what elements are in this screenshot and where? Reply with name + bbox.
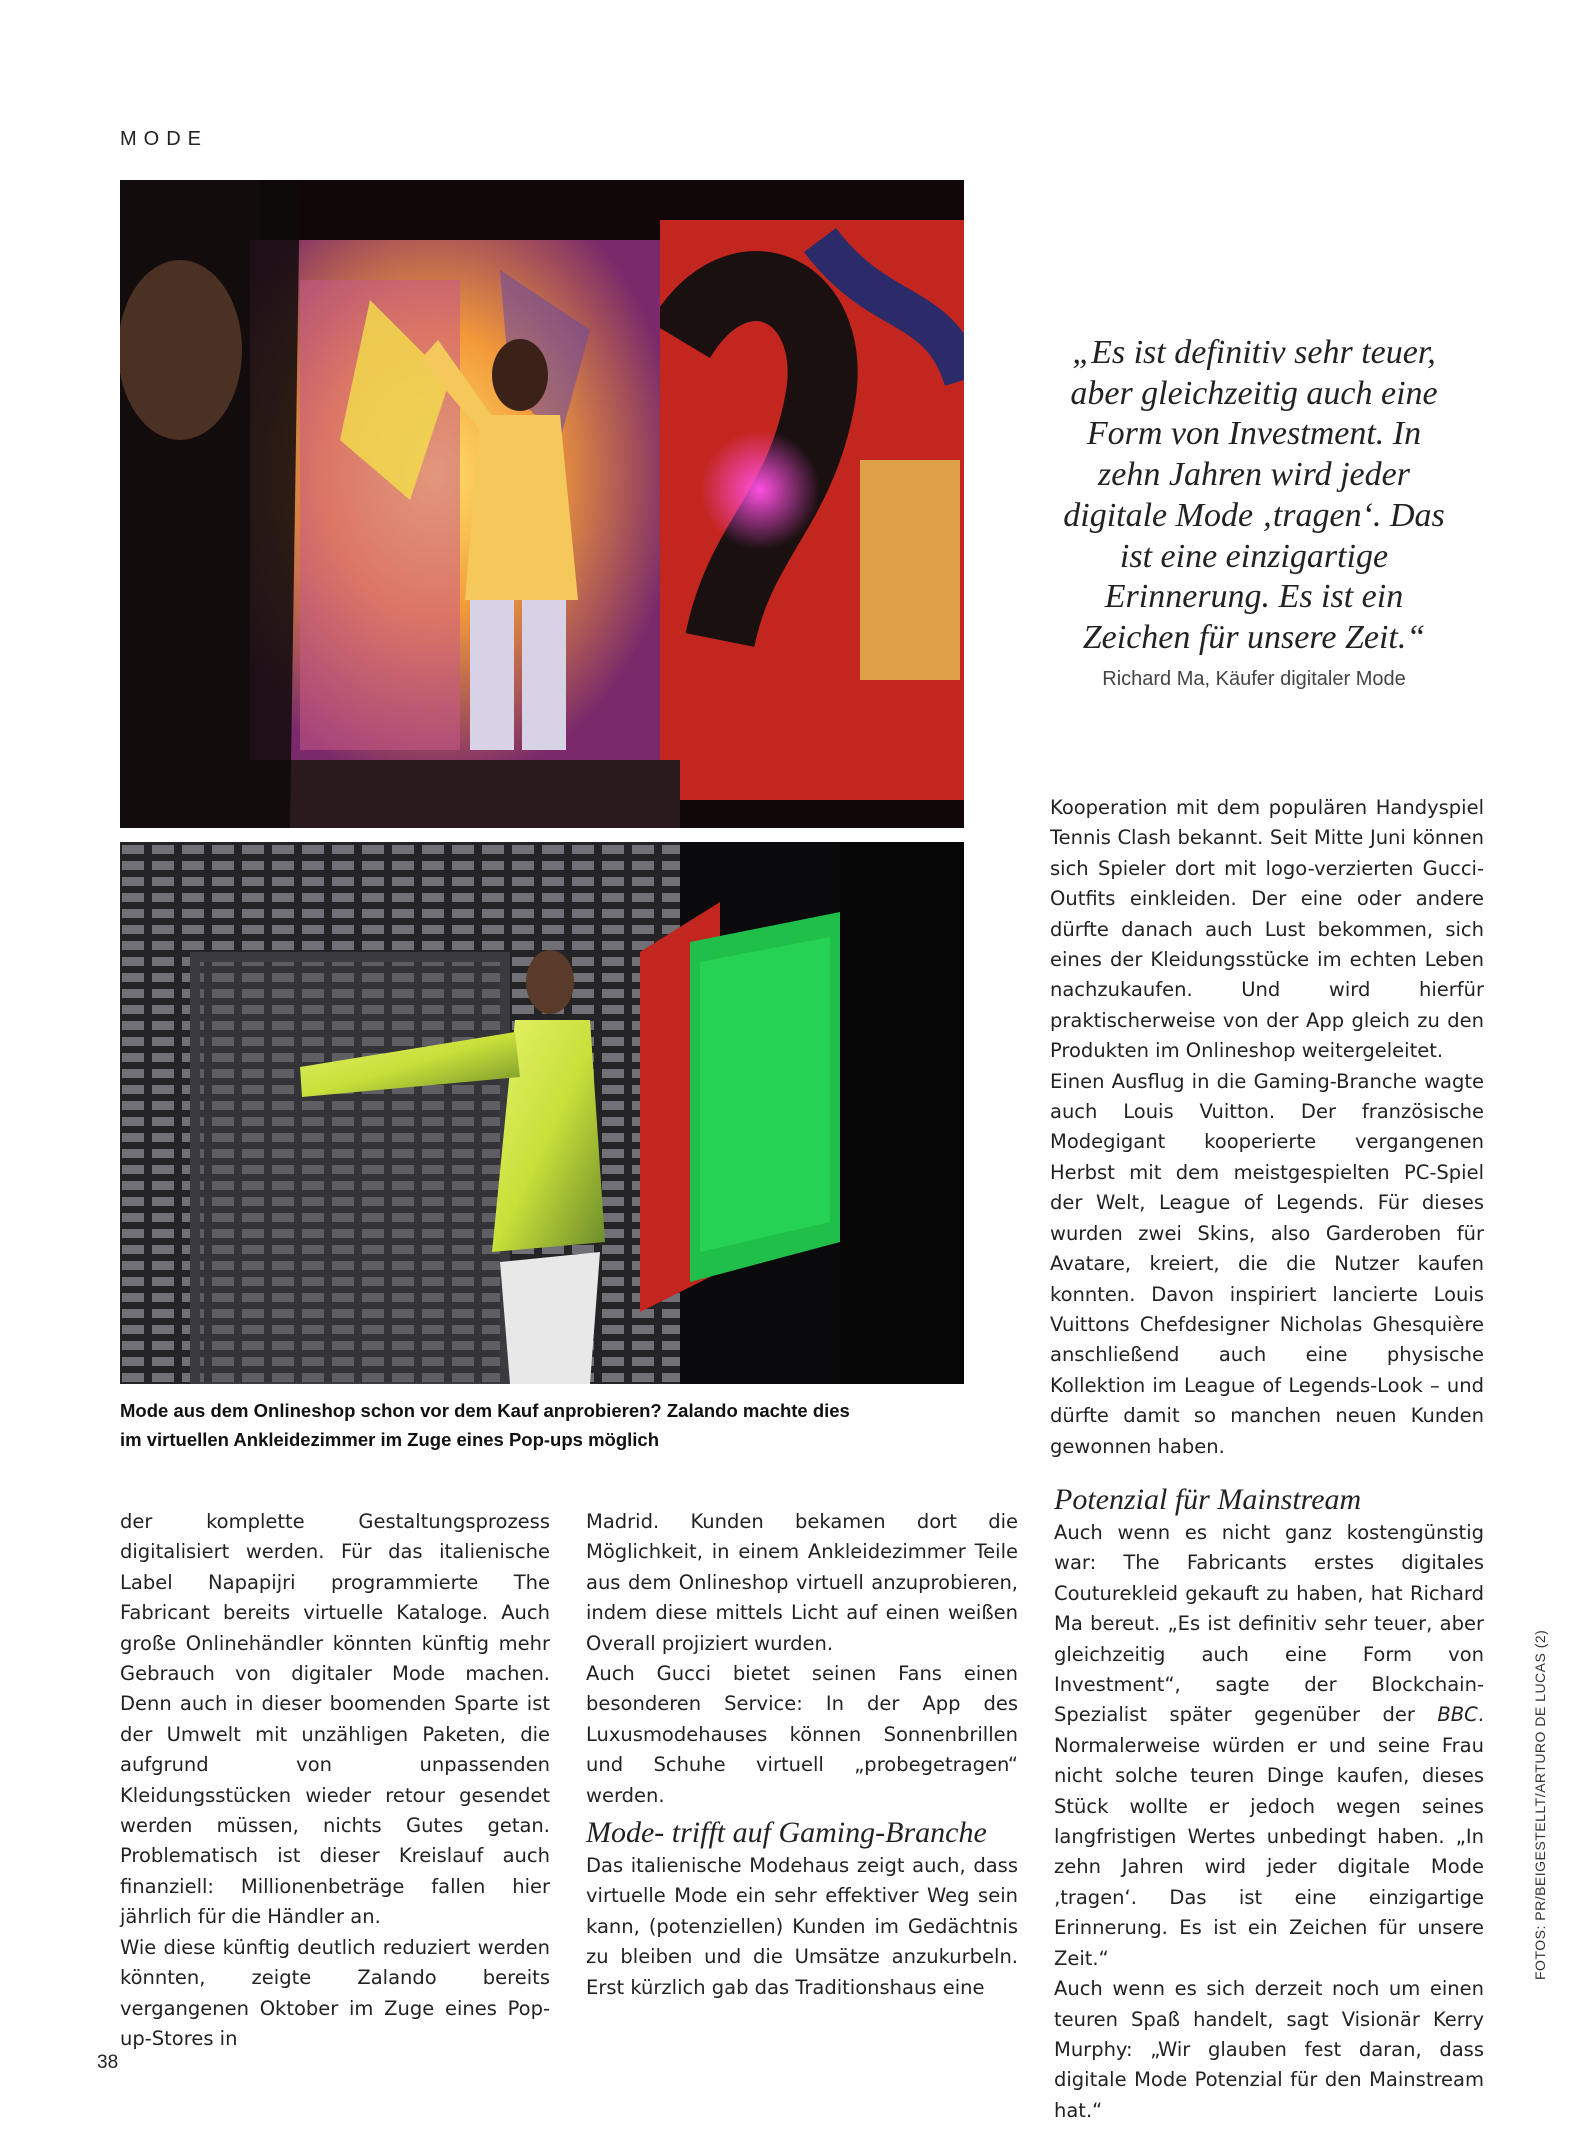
paragraph: Auch wenn es sich derzeit noch um einen teuren Spaß handelt, sagt Visionär Kerry Murphy: „Wir glauben fest daran, dass digitale Mode Potenzial für den Mainstream hat.“ (1054, 1977, 1484, 2122)
paragraph: der komplette Gestaltungsprozess digitalisiert werden. Für das italienische Label Napapijri programmierte The Fabricant bereits virtuelle Kataloge. Auch große Onlinehändler könnten künftig mehr Gebrauch von digitaler Mode machen. Denn auch in dieser boomenden Sparte ist der Umwelt mit unzähligen Paketen, die aufgrund von unpassenden Kleidungsstücken wieder retour gesendet werden müssen, nichts Gutes getan. Problematisch ist dieser Kreislauf auch finanziell: Millionenbeträge fallen hier jährlich für die Händler an. (120, 1510, 550, 1929)
paragraph (1054, 1518, 1484, 1974)
text-column-3-top (1050, 793, 1484, 1462)
paragraph: Wie diese künftig deutlich reduziert werden könnten, zeigte Zalando bereits vergangenen Oktober im Zuge eines Pop-up-Stores in (120, 1935, 550, 2050)
page-number: 38 (97, 2052, 119, 2073)
caption-line-2: im virtuellen Ankleidezimmer im Zuge eines Pop-ups möglich (120, 1429, 660, 1450)
paragraph: Madrid. Kunden bekamen dort die Möglichkeit, in einem Ankleidezimmer Teile aus dem Onlineshop virtuell anzuprobieren, indem diese mittels Licht auf einen weißen Overall projiziert wurden. (586, 1510, 1018, 1655)
pull-quote-attribution: Richard Ma, Käufer digitaler Mode (1102, 668, 1406, 690)
subheading-mainstream: Potenzial für Mainstream (1054, 1483, 1362, 1516)
section-label: MODE (120, 128, 208, 150)
photo-virtual-fitting-room-2 (120, 842, 964, 1384)
photo-virtual-fitting-room-1 (120, 180, 964, 828)
pull-quote: „Es ist definitiv sehr teuer, aber gleichzeitig auch eine Form von Investment. In zehn Jahren wird jeder digitale Mode ‚tragen‘. Das ist eine einzigartige Erinnerung. Es ist ein Zeichen für unsere Zeit.“ (1063, 334, 1445, 656)
paragraph-text: Auch wenn es nicht ganz kostengünstig war: The Fabricants erstes digitales Couturekleid gekauft zu haben, hat Richard Ma bereut. „Es ist definitiv sehr teuer, aber gleichzeitig auch eine Form von Investment“, sagte der Blockchain-Spezialist später gegenüber der (1054, 1521, 1484, 1727)
text-column-3-bottom (1054, 1478, 1484, 2126)
paragraph: Einen Ausflug in die Gaming-Branche wagte auch Louis Vuitton. Der französische Modegigant kooperierte vergangenen Herbst mit dem meistgespielten PC-Spiel der Welt, League of Legends. Für dieses wurden zwei Skins, also Garderoben für Avatare, kreiert, die die Nutzer kaufen konnten. Davon inspiriert lancierte Louis Vuittons Chefdesigner Nicholas Ghesquière anschließend auch eine physische Kollektion im League of Legends-Look – und dürfte damit so manchen neuen Kunden gewonnen haben. (1050, 1069, 1484, 1458)
text-column-2 (586, 1507, 1018, 2003)
caption-line-1: Mode aus dem Onlineshop schon vor dem Kauf anprobieren? Zalando machte dies (120, 1400, 850, 1421)
photo-caption (120, 1396, 970, 1454)
paragraph-text: . Normalerweise würden er und seine Frau nicht solche teuren Dinge kaufen, dieses Stück wollte er jedoch wegen seines langfristigen Wertes unbedingt haben. „In zehn Jahren wird jeder digitale Mode ‚tragen‘. Das ist eine einzigartige Erinnerung. Es ist ein Zeichen für unsere Zeit.“ (1054, 1703, 1484, 1970)
publication-name: BBC (1437, 1703, 1478, 1727)
paragraph: Auch Gucci bietet seinen Fans einen besonderen Service: In der App des Luxusmodehauses können Sonnenbrillen und Schuhe virtuell „probegetragen“ werden. (586, 1662, 1018, 1807)
paragraph: Das italienische Modehaus zeigt auch, dass virtuelle Mode ein sehr effektiver Weg sein kann, (potenziellen) Kunden im Gedächtnis zu bleiben und die Umsätze anzukurbeln. Erst kürzlich gab das Traditionshaus eine (586, 1854, 1018, 1999)
photo-woman-virtual-fitting-room-projection-icon (120, 180, 964, 828)
text-column-1 (120, 1507, 550, 2054)
paragraph: Kooperation mit dem populären Handyspiel Tennis Clash bekannt. Seit Mitte Juni können sich Spieler dort mit logo-verzierten Gucci-Outfits einkleiden. Der eine oder andere dürfte danach auch Lust bekommen, sich eines der Kleidungsstücke im echten Leben nachzukaufen. Und wird hierfür praktischerweise von der App gleich zu den Produkten im Onlineshop weitergeleitet. (1050, 796, 1484, 1063)
photo-woman-projected-outfit-green-wall-icon (120, 842, 964, 1384)
subheading-gaming: Mode- trifft auf Gaming-Branche (586, 1816, 987, 1850)
photo-credit: FOTOS: PR/BEIGESTELLT/ARTURO DE LUCAS (2) (1532, 1629, 1548, 1980)
